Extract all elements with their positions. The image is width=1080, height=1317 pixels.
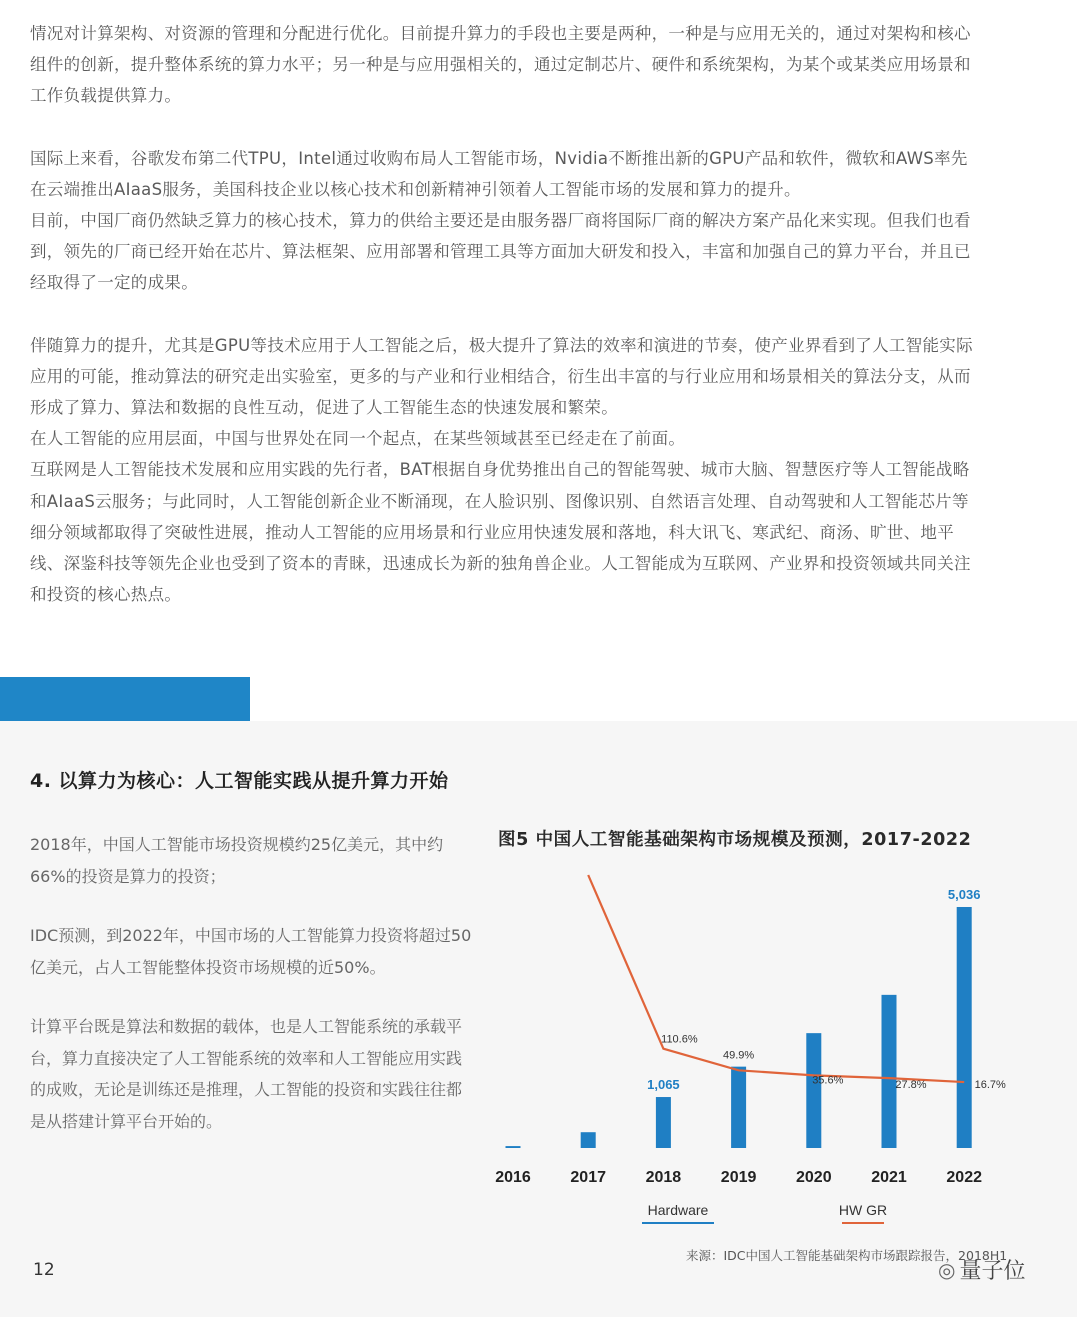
page-number: 12 xyxy=(33,1260,55,1280)
x-tick-label: 2016 xyxy=(495,1169,531,1186)
line-data-label: 16.7% xyxy=(974,1079,1006,1092)
x-tick-label: 2022 xyxy=(946,1169,982,1186)
watermark xyxy=(938,1254,1025,1285)
paragraph: 在人工智能的应用层面，中国与世界处在同一个起点，在某些领域甚至已经走在了前面。 xyxy=(30,429,686,449)
legend-swatch-hw-gr xyxy=(842,1222,884,1224)
x-tick-label: 2019 xyxy=(720,1169,757,1186)
bar-data-label: 1,065 xyxy=(647,1077,680,1093)
paragraph: 情况对计算架构、对资源的管理和分配进行优化。目前提升算力的手段也主要是两种，一种是与应用无关的，通过对架构和核心组件的创新，提升整体系统的算力水平；另一种是与应用强相关的，通过定制芯片、硬件和系统架构，为某个或某类应用场景和工作负载提供算力。 xyxy=(30,24,971,106)
figure-title: 图5 中国人工智能基础架构市场规模及预测，2017-2022 xyxy=(498,830,972,850)
legend-label-hw-gr: HW GR xyxy=(838,1202,888,1218)
market-size-chart xyxy=(490,860,1050,1230)
bar-data-label: 5,036 xyxy=(947,886,981,902)
bar xyxy=(656,1097,671,1148)
bar xyxy=(882,995,897,1148)
line-data-label: 27.8% xyxy=(895,1079,927,1092)
section-title: 4. 以算力为核心：人工智能实践从提升算力开始 xyxy=(30,770,449,792)
bar xyxy=(506,1146,521,1148)
paragraph: 互联网是人工智能技术发展和应用实践的先行者，BAT根据自身优势推出自己的智能驾驶、城市大脑、智慧医疗等人工智能战略和AIaaS云服务；与此同时，人工智能创新企业不断涌现，在人脸识别、图像识别、自然语言处理、自动驾驶和人工智能芯片等细分领域都取得了突破性进展，推动人工智能的应用场景和行业应用快速发展和落地，科大讯飞、寒武纪、商汤、旷世、地平线、深鉴科技等领先企业也受到了资本的青睐，迅速成长为新的独角兽企业。人工智能成为互联网、产业界和投资领域共同关注和投资的核心热点。 xyxy=(30,460,971,605)
paragraph: 国际上来看，谷歌发布第二代TPU，Intel通过收购布局人工智能市场，Nvidia不断推出新的GPU产品和软件，微软和AWS率先在云端推出AIaaS服务，美国科技企业以核心技术和创新精神引领着人工智能市场的发展和算力的提升。 xyxy=(30,148,968,199)
bar xyxy=(957,907,972,1148)
paragraph: 伴随算力的提升，尤其是GPU等技术应用于人工智能之后，极大提升了算法的效率和演进的节奏，使产业界看到了人工智能实际应用的可能，推动算法的研究走出实验室，更多的与产业和行业相结合，衍生出丰富的与行业应用和场景相关的算法分支，从而形成了算力、算法和数据的良性互动，促进了人工智能生态的快速发展和繁荣。 xyxy=(30,335,973,418)
bar xyxy=(806,1033,821,1148)
legend-label-hardware: Hardware xyxy=(647,1202,709,1218)
x-tick-label: 2020 xyxy=(796,1169,832,1186)
line-data-label: 49.9% xyxy=(722,1049,755,1062)
bar xyxy=(731,1067,746,1148)
paragraph: 目前，中国厂商仍然缺乏算力的核心技术，算力的供给主要还是由服务器厂商将国际厂商的解决方案产品化来实现。但我们也看到，领先的厂商已经开始在芯片、算法框架、应用部署和管理工具等方面加大研发和投入，丰富和加强自己的算力平台，并且已经取得了一定的成果。 xyxy=(30,211,971,293)
legend-swatch-hardware xyxy=(642,1222,714,1224)
bar xyxy=(581,1132,596,1148)
growth-line xyxy=(588,875,964,1082)
section-text xyxy=(30,829,475,1165)
paragraph: 计算平台既是算法和数据的载体，也是人工智能系统的承载平台，算力直接决定了人工智能系统的效率和人工智能应用实践的成败，无论是训练还是推理，人工智能的投资和实践往往都是从搭建计算平台开始的。 xyxy=(30,1017,463,1131)
x-tick-label: 2021 xyxy=(871,1169,907,1186)
line-data-label: 110.6% xyxy=(661,1033,698,1046)
wechat-icon: ◎ xyxy=(938,1257,956,1282)
paragraph: 2018年，中国人工智能市场投资规模约25亿美元，其中约66%的投资是算力的投资； xyxy=(30,835,444,886)
body-text xyxy=(30,18,980,610)
x-tick-label: 2018 xyxy=(645,1169,682,1186)
paragraph: IDC预测，到2022年，中国市场的人工智能算力投资将超过50亿美元，占人工智能整体投资市场规模的近50%。 xyxy=(30,926,472,977)
figure-source: 来源：IDC中国人工智能基础架构市场跟踪报告，2018H1 xyxy=(686,1248,1008,1263)
x-tick-label: 2017 xyxy=(570,1169,606,1186)
line-data-label: 35.6% xyxy=(812,1074,844,1087)
section-tab-decoration xyxy=(0,677,250,721)
watermark-text: 量子位 xyxy=(959,1259,1026,1284)
